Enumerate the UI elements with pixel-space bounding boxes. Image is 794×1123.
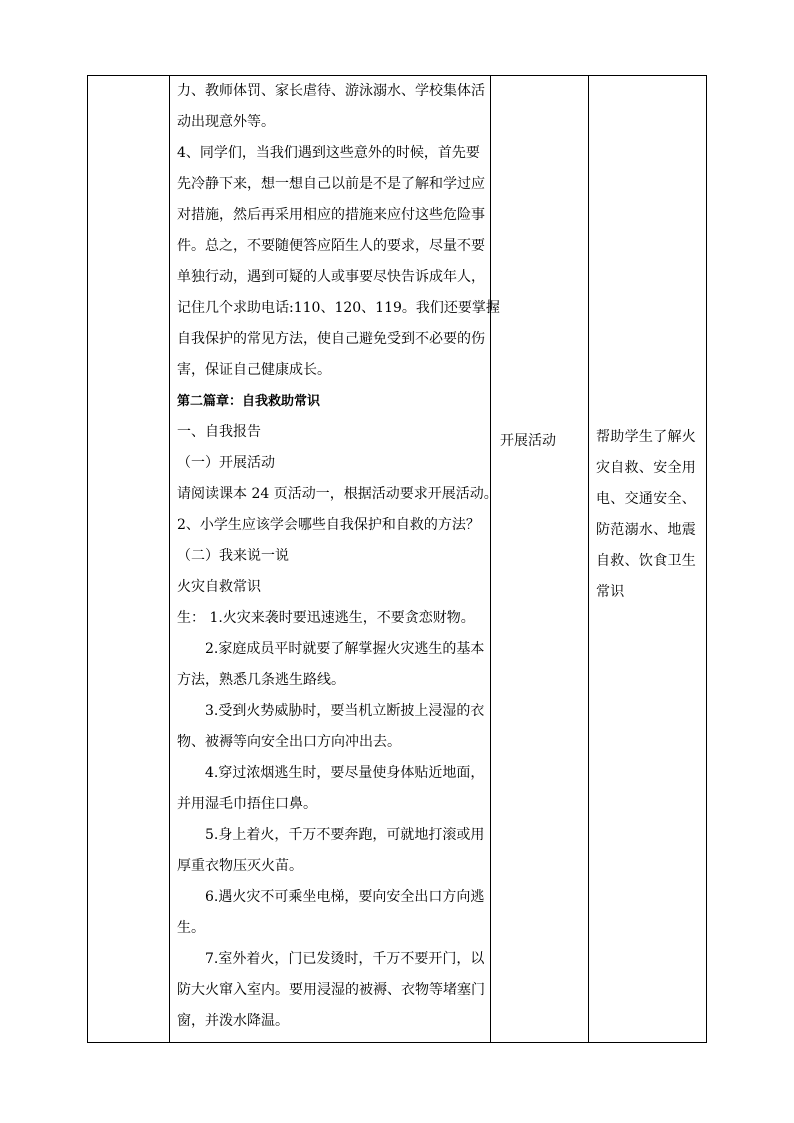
content-line: 一、自我报告	[177, 424, 261, 440]
content-line: 自我保护的常见方法，使自己避免受到不必要的伤	[177, 331, 485, 347]
content-line: 方法，熟悉几条逃生路线。	[177, 672, 345, 688]
content-line: 3.受到火势威胁时，要当机立断披上浸湿的衣	[205, 703, 485, 719]
content-line: 2、小学生应该学会哪些自我保护和自救的方法？	[177, 517, 480, 533]
content-line: 4.穿过浓烟逃生时，要尽量使身体贴近地面，	[205, 765, 485, 781]
content-line: （二）我来说一说	[177, 548, 289, 564]
content-line: 厚重衣物压灭火苗。	[177, 858, 303, 874]
purpose-line: 自救、饮食卫生	[596, 553, 697, 569]
purpose-line: 防范溺水、地震	[596, 522, 697, 538]
content-line: 4、同学们，当我们遇到这些意外的时候，首先要	[177, 145, 480, 161]
column-divider	[169, 76, 170, 1042]
purpose-line: 电、交通安全、	[596, 491, 697, 507]
content-line: 生： 1.火灾来袭时要迅速逃生，不要贪恋财物。	[177, 610, 475, 626]
teaching-content-cell	[173, 76, 571, 1037]
content-line: 件。总之，不要随便答应陌生人的要求，尽量不要	[177, 238, 485, 254]
content-line: 单独行动，遇到可疑的人或事要尽快告诉成年人，	[177, 269, 485, 285]
content-line: 对措施，然后再采用相应的措施来应付这些危险事	[177, 207, 485, 223]
content-line: 物、被褥等向安全出口方向冲出去。	[177, 734, 401, 750]
content-line: 请阅读课本 24 页活动一，根据活动要求开展活动。	[177, 486, 498, 502]
content-line: 生。	[177, 920, 205, 936]
content-line: 害，保证自己健康成长。	[177, 362, 331, 378]
content-line: 力、教师体罚、家长虐待、游泳溺水、学校集体活	[177, 83, 485, 99]
activity-label: 开展活动	[500, 433, 556, 449]
content-line: 记住几个求助电话:110、120、119。我们还要掌握	[177, 300, 500, 316]
content-line: 防大火窜入室内。要用浸湿的被褥、衣物等堵塞门	[177, 982, 485, 998]
content-line: 窗，并泼水降温。	[177, 1013, 289, 1029]
content-line: 先冷静下来，想一想自己以前是不是了解和学过应	[177, 176, 485, 192]
content-line: 5.身上着火，千万不要奔跑，可就地打滚或用	[205, 827, 485, 843]
content-line: 火灾自救常识	[177, 579, 261, 595]
lesson-table	[87, 75, 707, 1043]
purpose-line: 灾自救、安全用	[596, 460, 697, 476]
purpose-line: 帮助学生了解火	[596, 429, 697, 445]
content-line: 7.室外着火，门已发烫时，千万不要开门，以	[205, 951, 485, 967]
content-line: 并用湿毛巾捂住口鼻。	[177, 796, 317, 812]
content-line: 动出现意外等。	[177, 114, 275, 130]
content-line: 2.家庭成员平时就要了解掌握火灾逃生的基本	[205, 641, 485, 657]
purpose-cell	[593, 422, 708, 608]
activity-cell	[496, 426, 594, 457]
content-line: （一）开展活动	[177, 455, 275, 471]
purpose-line: 常识	[596, 584, 625, 600]
section-heading: 第二篇章：自我救助常识	[177, 394, 321, 409]
content-line: 6.遇火灾不可乘坐电梯，要向安全出口方向逃	[205, 889, 485, 905]
column-divider	[588, 76, 589, 1042]
